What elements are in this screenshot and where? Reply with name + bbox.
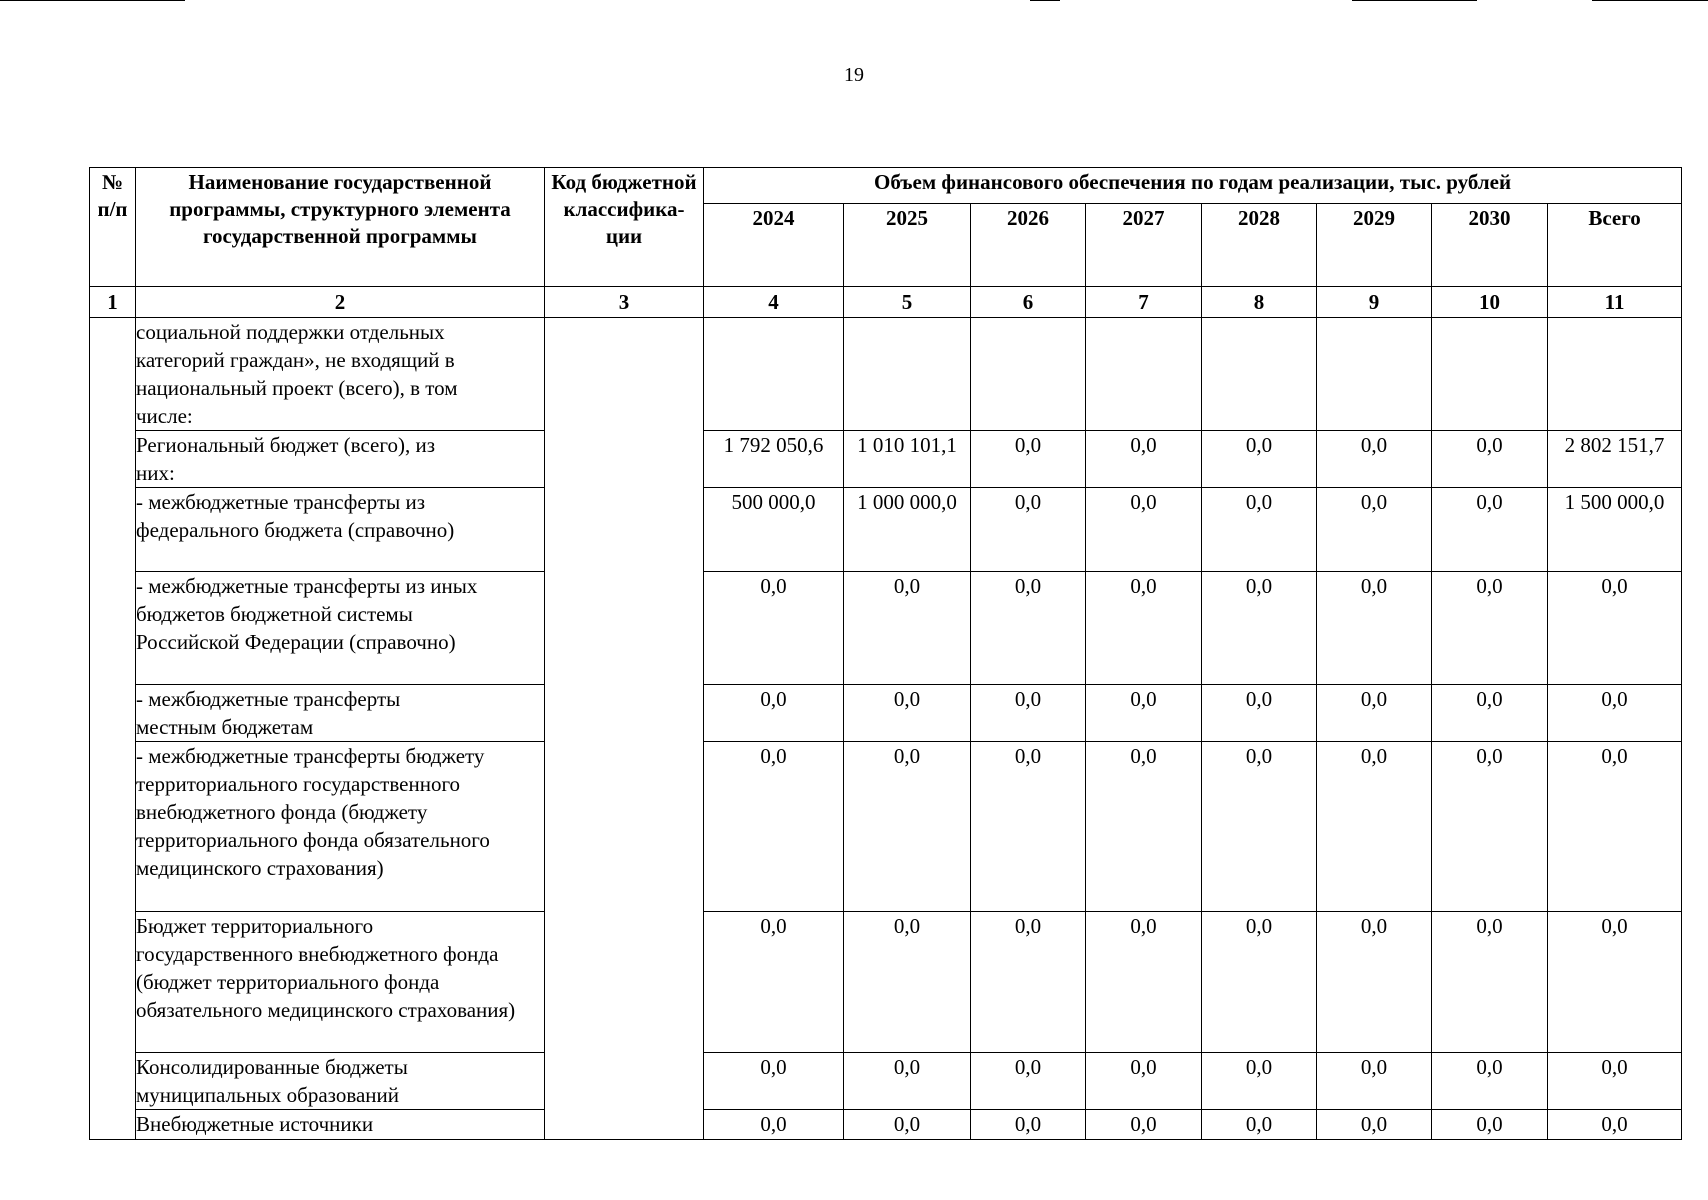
row-name: - межбюджетные трансферты из иных бюджетов бюджетной системы Российской Федерации (справочно) <box>136 572 545 685</box>
row-name: Консолидированные бюджеты муниципальных образований <box>136 1053 545 1110</box>
value-cell: 0,0 <box>1432 572 1548 685</box>
value-cell: 0,0 <box>704 742 844 912</box>
value-cell: 0,0 <box>1086 742 1202 912</box>
value-cell: 0,0 <box>1548 685 1682 742</box>
value-cell: 0,0 <box>1202 1110 1317 1140</box>
table-row <box>90 488 1682 572</box>
value-cell: 0,0 <box>1432 742 1548 912</box>
value-cell: 0,0 <box>971 1053 1086 1110</box>
value-cell <box>971 318 1086 431</box>
column-number: 8 <box>1202 287 1317 318</box>
top-edge-line <box>1592 0 1708 1</box>
value-cell: 0,0 <box>844 912 971 1053</box>
value-cell: 500 000,0 <box>704 488 844 572</box>
value-cell: 0,0 <box>1317 685 1432 742</box>
column-number: 2 <box>136 287 545 318</box>
value-cell: 2 802 151,7 <box>1548 431 1682 488</box>
code-cell <box>545 318 704 1140</box>
budget-table <box>89 167 1682 1140</box>
header-year: 2029 <box>1317 204 1432 287</box>
row-name: - межбюджетные трансферты местным бюджетам <box>136 685 545 742</box>
value-cell: 0,0 <box>844 1110 971 1140</box>
value-cell: 0,0 <box>971 742 1086 912</box>
value-cell: 0,0 <box>1086 1053 1202 1110</box>
value-cell: 0,0 <box>1432 488 1548 572</box>
header-code: Код бюджетной классифика-ции <box>545 168 704 287</box>
value-cell: 0,0 <box>1548 572 1682 685</box>
value-cell: 0,0 <box>1548 912 1682 1053</box>
row-name: Бюджет территориального государственного внебюджетного фонда (бюджет территориального фонда обязательного медицинского страхования) <box>136 912 545 1053</box>
top-edge-line <box>1352 0 1477 1</box>
row-name: Внебюджетные источники <box>136 1110 545 1140</box>
value-cell: 0,0 <box>1086 431 1202 488</box>
column-number: 5 <box>844 287 971 318</box>
column-number: 3 <box>545 287 704 318</box>
value-cell: 0,0 <box>704 572 844 685</box>
column-number: 4 <box>704 287 844 318</box>
value-cell: 0,0 <box>971 572 1086 685</box>
value-cell: 0,0 <box>1432 912 1548 1053</box>
value-cell: 0,0 <box>1202 1053 1317 1110</box>
value-cell: 0,0 <box>1317 1053 1432 1110</box>
value-cell <box>844 318 971 431</box>
value-cell: 0,0 <box>1548 1053 1682 1110</box>
value-cell: 1 792 050,6 <box>704 431 844 488</box>
value-cell: 0,0 <box>1202 572 1317 685</box>
header-year: 2025 <box>844 204 971 287</box>
value-cell <box>1086 318 1202 431</box>
column-number: 6 <box>971 287 1086 318</box>
header-year: 2027 <box>1086 204 1202 287</box>
table-row <box>90 1110 1682 1140</box>
value-cell: 1 000 000,0 <box>844 488 971 572</box>
table-row <box>90 912 1682 1053</box>
value-cell: 0,0 <box>1548 1110 1682 1140</box>
value-cell: 0,0 <box>1202 488 1317 572</box>
value-cell <box>1432 318 1548 431</box>
value-cell: 0,0 <box>1086 572 1202 685</box>
top-edge-line <box>0 0 185 1</box>
value-cell: 0,0 <box>971 431 1086 488</box>
value-cell <box>1202 318 1317 431</box>
row-name: Региональный бюджет (всего), из них: <box>136 431 545 488</box>
value-cell: 0,0 <box>1317 431 1432 488</box>
value-cell: 0,0 <box>1086 912 1202 1053</box>
table-row <box>90 572 1682 685</box>
row-name: социальной поддержки отдельных категорий граждан», не входящий в национальный проект (всего), в том числе: <box>136 318 545 431</box>
value-cell: 0,0 <box>971 1110 1086 1140</box>
value-cell: 1 010 101,1 <box>844 431 971 488</box>
top-edge-line <box>1030 0 1060 1</box>
value-cell: 0,0 <box>1317 488 1432 572</box>
value-cell: 0,0 <box>1317 742 1432 912</box>
num-cell <box>90 318 136 1140</box>
value-cell: 0,0 <box>971 912 1086 1053</box>
value-cell: 0,0 <box>844 685 971 742</box>
value-cell: 0,0 <box>1432 1053 1548 1110</box>
table-row <box>90 1053 1682 1110</box>
column-number: 11 <box>1548 287 1682 318</box>
value-cell: 0,0 <box>1202 912 1317 1053</box>
value-cell: 0,0 <box>844 1053 971 1110</box>
header-year: 2024 <box>704 204 844 287</box>
header-year: 2030 <box>1432 204 1548 287</box>
value-cell <box>1548 318 1682 431</box>
header-num: № п/п <box>90 168 136 287</box>
value-cell: 0,0 <box>1086 685 1202 742</box>
value-cell: 0,0 <box>704 912 844 1053</box>
value-cell: 0,0 <box>1317 912 1432 1053</box>
value-cell: 0,0 <box>1086 1110 1202 1140</box>
table-row <box>90 318 1682 431</box>
table-row <box>90 685 1682 742</box>
value-cell: 0,0 <box>971 685 1086 742</box>
column-number: 10 <box>1432 287 1548 318</box>
value-cell: 0,0 <box>1202 431 1317 488</box>
value-cell: 0,0 <box>844 742 971 912</box>
header-row <box>90 168 1682 204</box>
row-name: - межбюджетные трансферты из федерального бюджета (справочно) <box>136 488 545 572</box>
header-year: 2026 <box>971 204 1086 287</box>
value-cell: 0,0 <box>704 1053 844 1110</box>
value-cell: 0,0 <box>1432 1110 1548 1140</box>
column-number: 1 <box>90 287 136 318</box>
column-number: 7 <box>1086 287 1202 318</box>
value-cell: 0,0 <box>704 1110 844 1140</box>
value-cell: 0,0 <box>1202 742 1317 912</box>
value-cell: 0,0 <box>1317 572 1432 685</box>
value-cell: 0,0 <box>1432 685 1548 742</box>
header-name: Наименование государственной программы, структурного элемента государственной программы <box>136 168 545 287</box>
value-cell: 1 500 000,0 <box>1548 488 1682 572</box>
value-cell: 0,0 <box>1202 685 1317 742</box>
header-year-total: Всего <box>1548 204 1682 287</box>
column-number: 9 <box>1317 287 1432 318</box>
table-row <box>90 742 1682 912</box>
column-numbers-row <box>90 287 1682 318</box>
header-volume: Объем финансового обеспечения по годам реализации, тыс. рублей <box>704 168 1682 204</box>
value-cell: 0,0 <box>1317 1110 1432 1140</box>
value-cell: 0,0 <box>1432 431 1548 488</box>
page-number: 19 <box>844 64 864 86</box>
row-name: - межбюджетные трансферты бюджету территориального государственного внебюджетного фонда (бюджету территориального фонда обязательного медицинского страхования) <box>136 742 545 912</box>
value-cell <box>704 318 844 431</box>
header-year: 2028 <box>1202 204 1317 287</box>
table-row <box>90 431 1682 488</box>
value-cell <box>1317 318 1432 431</box>
value-cell: 0,0 <box>844 572 971 685</box>
value-cell: 0,0 <box>971 488 1086 572</box>
value-cell: 0,0 <box>1548 742 1682 912</box>
value-cell: 0,0 <box>704 685 844 742</box>
value-cell: 0,0 <box>1086 488 1202 572</box>
